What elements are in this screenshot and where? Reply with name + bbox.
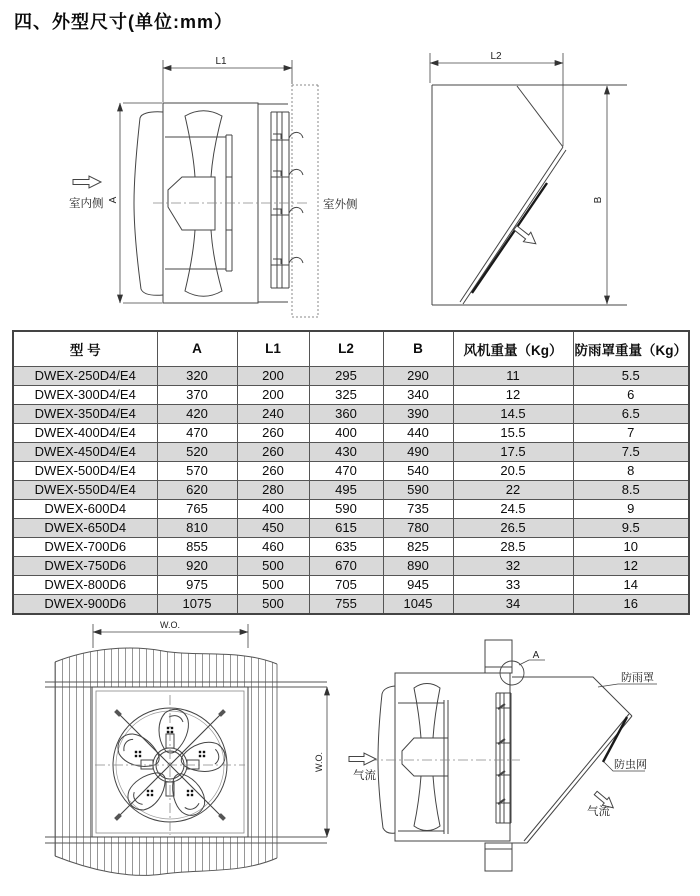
table-row <box>13 461 689 480</box>
value-cell: 5.5 <box>573 366 689 385</box>
value-cell: 15.5 <box>453 423 573 442</box>
table-row <box>13 537 689 556</box>
page-title: 四、外型尺寸(单位:mm） <box>14 12 233 32</box>
value-cell: 26.5 <box>453 518 573 537</box>
value-cell: 1075 <box>157 594 237 614</box>
value-cell: 440 <box>383 423 453 442</box>
model-cell: DWEX-750D6 <box>13 556 157 575</box>
rain-cover-geometry <box>430 53 627 305</box>
insect-screen-label: 防虫网 <box>614 759 647 771</box>
model-cell: DWEX-400D4/E4 <box>13 423 157 442</box>
installation-geometry <box>368 640 657 871</box>
column-header-4: B <box>383 331 453 366</box>
rain-cover-label: 防雨罩 <box>621 672 654 684</box>
value-cell: 470 <box>309 461 383 480</box>
value-cell: 200 <box>237 366 309 385</box>
value-cell: 490 <box>383 442 453 461</box>
value-cell: 400 <box>309 423 383 442</box>
value-cell: 14 <box>573 575 689 594</box>
value-cell: 9 <box>573 499 689 518</box>
model-cell: DWEX-300D4/E4 <box>13 385 157 404</box>
value-cell: 290 <box>383 366 453 385</box>
value-cell: 32 <box>453 556 573 575</box>
value-cell: 14.5 <box>453 404 573 423</box>
outdoor-side-label: 室外侧 <box>323 199 358 211</box>
value-cell: 920 <box>157 556 237 575</box>
model-cell: DWEX-550D4/E4 <box>13 480 157 499</box>
value-cell: 590 <box>309 499 383 518</box>
table-row <box>13 366 689 385</box>
model-cell: DWEX-700D6 <box>13 537 157 556</box>
value-cell: 500 <box>237 594 309 614</box>
value-cell: 16 <box>573 594 689 614</box>
drawing-installation-side-view <box>340 618 690 890</box>
indoor-side-label: 室内侧 <box>69 198 104 210</box>
value-cell: 615 <box>309 518 383 537</box>
value-cell: 7 <box>573 423 689 442</box>
model-cell: DWEX-800D6 <box>13 575 157 594</box>
table-row <box>13 404 689 423</box>
value-cell: 590 <box>383 480 453 499</box>
drawing-rain-cover-side-view <box>420 50 690 320</box>
value-cell: 755 <box>309 594 383 614</box>
value-cell: 260 <box>237 442 309 461</box>
value-cell: 8 <box>573 461 689 480</box>
value-cell: 11 <box>453 366 573 385</box>
table-row <box>13 442 689 461</box>
table-row <box>13 480 689 499</box>
value-cell: 570 <box>157 461 237 480</box>
dim-label-wo-right: W.O. <box>314 752 324 772</box>
model-cell: DWEX-350D4/E4 <box>13 404 157 423</box>
table-row <box>13 594 689 614</box>
drawing-fan-front-view <box>45 618 355 890</box>
value-cell: 450 <box>237 518 309 537</box>
table-row <box>13 575 689 594</box>
airflow-out-arrow-icon <box>512 223 540 248</box>
value-cell: 430 <box>309 442 383 461</box>
value-cell: 260 <box>237 461 309 480</box>
value-cell: 945 <box>383 575 453 594</box>
model-cell: DWEX-500D4/E4 <box>13 461 157 480</box>
value-cell: 420 <box>157 404 237 423</box>
value-cell: 320 <box>157 366 237 385</box>
table-row <box>13 518 689 537</box>
dim-label-l1: L1 <box>215 56 227 67</box>
dim-label-wo-top: W.O. <box>160 620 180 630</box>
column-header-2: L1 <box>237 331 309 366</box>
drawing-fan-side-view <box>55 50 375 320</box>
dim-label-b: B <box>593 196 604 204</box>
value-cell: 495 <box>309 480 383 499</box>
column-header-6: 防雨罩重量（Kg） <box>573 331 689 366</box>
airflow-in-arrow-icon <box>349 753 376 765</box>
value-cell: 370 <box>157 385 237 404</box>
value-cell: 500 <box>237 575 309 594</box>
value-cell: 620 <box>157 480 237 499</box>
value-cell: 780 <box>383 518 453 537</box>
value-cell: 295 <box>309 366 383 385</box>
value-cell: 8.5 <box>573 480 689 499</box>
detail-mark-label: A <box>532 650 540 661</box>
model-cell: DWEX-250D4/E4 <box>13 366 157 385</box>
value-cell: 855 <box>157 537 237 556</box>
value-cell: 470 <box>157 423 237 442</box>
value-cell: 22 <box>453 480 573 499</box>
value-cell: 500 <box>237 556 309 575</box>
value-cell: 6 <box>573 385 689 404</box>
model-cell: DWEX-450D4/E4 <box>13 442 157 461</box>
value-cell: 12 <box>453 385 573 404</box>
value-cell: 33 <box>453 575 573 594</box>
value-cell: 200 <box>237 385 309 404</box>
model-cell: DWEX-900D6 <box>13 594 157 614</box>
value-cell: 975 <box>157 575 237 594</box>
value-cell: 810 <box>157 518 237 537</box>
value-cell: 12 <box>573 556 689 575</box>
value-cell: 325 <box>309 385 383 404</box>
value-cell: 340 <box>383 385 453 404</box>
value-cell: 17.5 <box>453 442 573 461</box>
value-cell: 10 <box>573 537 689 556</box>
table-header-row <box>13 331 689 366</box>
dim-label-a: A <box>108 196 119 204</box>
column-header-5: 风机重量（Kg） <box>453 331 573 366</box>
value-cell: 390 <box>383 404 453 423</box>
table-body <box>13 366 689 614</box>
fan-side-geometry <box>120 60 318 317</box>
column-header-1: A <box>157 331 237 366</box>
value-cell: 635 <box>309 537 383 556</box>
value-cell: 6.5 <box>573 404 689 423</box>
value-cell: 7.5 <box>573 442 689 461</box>
dim-label-l2: L2 <box>490 51 502 62</box>
airflow-out-label: 气流 <box>587 806 610 818</box>
column-header-3: L2 <box>309 331 383 366</box>
value-cell: 260 <box>237 423 309 442</box>
value-cell: 540 <box>383 461 453 480</box>
value-cell: 240 <box>237 404 309 423</box>
value-cell: 20.5 <box>453 461 573 480</box>
airflow-direction-arrow-icon <box>73 176 101 188</box>
value-cell: 1045 <box>383 594 453 614</box>
value-cell: 400 <box>237 499 309 518</box>
model-cell: DWEX-600D4 <box>13 499 157 518</box>
louver-hooks <box>271 132 303 265</box>
value-cell: 24.5 <box>453 499 573 518</box>
value-cell: 34 <box>453 594 573 614</box>
table-row <box>13 385 689 404</box>
value-cell: 9.5 <box>573 518 689 537</box>
value-cell: 765 <box>157 499 237 518</box>
airflow-in-label: 气流 <box>353 770 376 782</box>
value-cell: 28.5 <box>453 537 573 556</box>
value-cell: 890 <box>383 556 453 575</box>
column-header-0: 型 号 <box>13 331 157 366</box>
value-cell: 460 <box>237 537 309 556</box>
value-cell: 670 <box>309 556 383 575</box>
value-cell: 520 <box>157 442 237 461</box>
table-row <box>13 556 689 575</box>
model-cell: DWEX-650D4 <box>13 518 157 537</box>
value-cell: 360 <box>309 404 383 423</box>
table-row <box>13 423 689 442</box>
table-row <box>13 499 689 518</box>
value-cell: 825 <box>383 537 453 556</box>
value-cell: 280 <box>237 480 309 499</box>
value-cell: 705 <box>309 575 383 594</box>
value-cell: 735 <box>383 499 453 518</box>
dimensions-table <box>12 330 690 615</box>
